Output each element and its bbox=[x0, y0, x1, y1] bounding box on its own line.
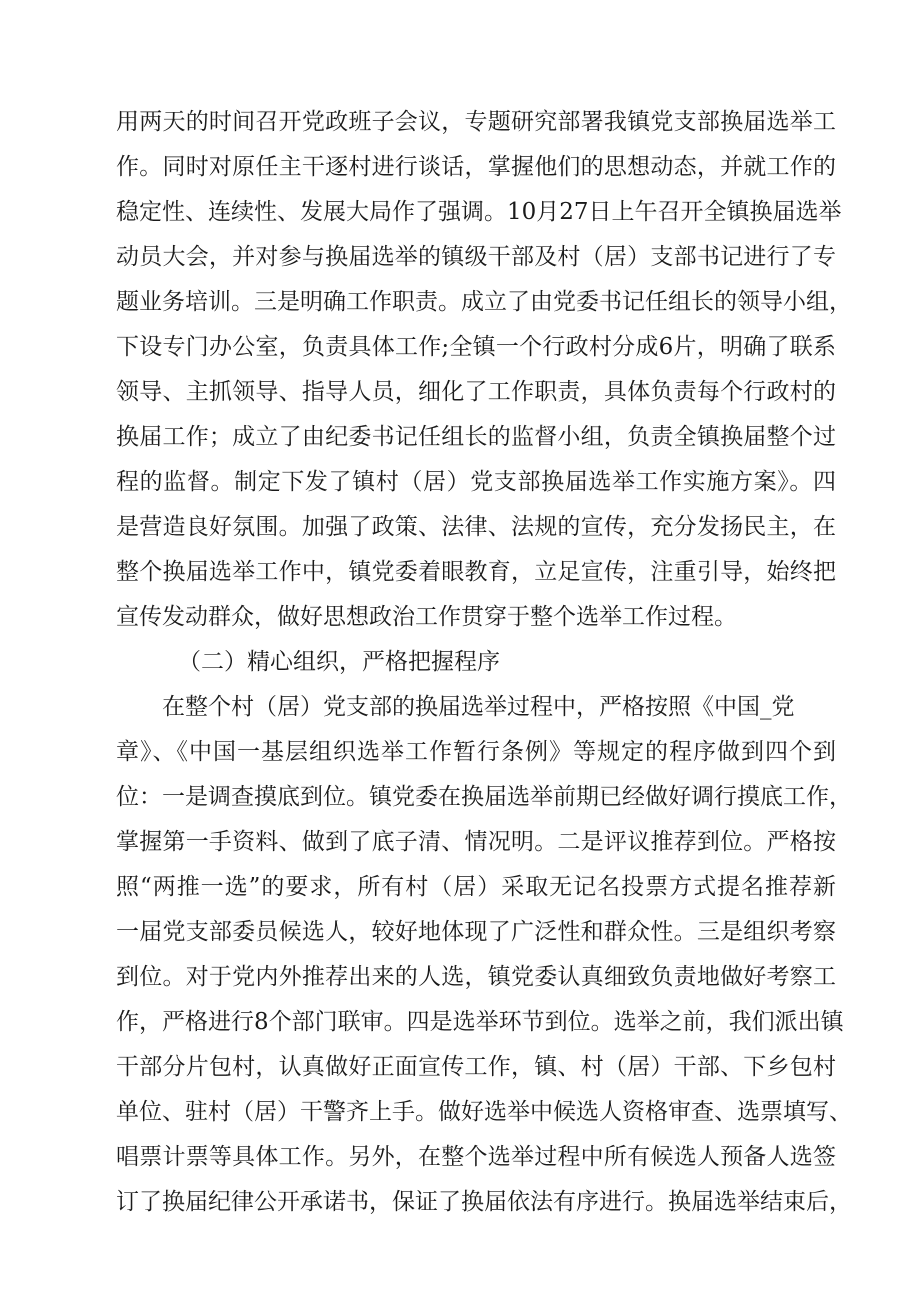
text-line: 用两天的时间召开党政班子会议，专题研究部署我镇党支部换届选举工 bbox=[116, 109, 836, 135]
text-line: 掌握第一手资料、做到了底子清、情况明。二是评议推荐到位。严格按 bbox=[116, 829, 836, 855]
text-line: 到位。对于党内外推荐出来的人选，镇党委认真细致负责地做好考察工 bbox=[116, 964, 836, 990]
section-heading: （二）精心组织，严格把握程序 bbox=[178, 649, 500, 675]
text-line: 稳定性、连续性、发展大局作了强调。10月27日上午召开全镇换届选举 bbox=[116, 199, 842, 225]
text-line: 题业务培训。三是明确工作职责。成立了由党委书记任组长的领导小组， bbox=[116, 289, 852, 315]
text-line: 领导、主抓领导、指导人员，细化了工作职责，具体负责每个行政村的 bbox=[116, 379, 836, 405]
text-line: 换届工作；成立了由纪委书记任组长的监督小组，负责全镇换届整个过 bbox=[116, 424, 836, 450]
paragraph-first-line: 在整个村（居）党支部的换届选举过程中，严格按照《中国_党 bbox=[162, 694, 795, 720]
text-line: 唱票计票等具体工作。另外，在整个选举过程中所有候选人预备人选签 bbox=[116, 1144, 836, 1170]
text-line: 作。同时对原任主干逐村进行谈话，掌握他们的思想动态，并就工作的 bbox=[116, 154, 836, 180]
text-line: 作，严格进行8个部门联审。四是选举环节到位。选举之前，我们派出镇 bbox=[116, 1009, 844, 1035]
text-line: 宣传发动群众，做好思想政治工作贯穿于整个选举工作过程。 bbox=[116, 604, 737, 630]
text-line: 整个换届选举工作中，镇党委着眼教育，立足宣传，注重引导，始终把 bbox=[116, 559, 836, 585]
text-line: 照“两推一选”的要求，所有村（居）采取无记名投票方式提名推荐新 bbox=[116, 874, 836, 900]
text-line: 干部分片包村，认真做好正面宣传工作，镇、村（居）干部、下乡包村 bbox=[116, 1054, 836, 1080]
text-line: 一届党支部委员候选人，较好地体现了广泛性和群众性。三是组织考察 bbox=[116, 919, 836, 945]
text-line: 下设专门办公室，负责具体工作;全镇一个行政村分成6片，明确了联系 bbox=[116, 334, 836, 360]
text-line: 动员大会，并对参与换届选举的镇级干部及村（居）支部书记进行了专 bbox=[116, 244, 836, 270]
text-line: 是营造良好氛围。加强了政策、法律、法规的宣传，充分发扬民主，在 bbox=[116, 514, 836, 540]
text-line: 位：一是调查摸底到位。镇党委在换届选举前期已经做好调行摸底工作， bbox=[116, 784, 852, 810]
text-line: 章》、《中国一基层组织选举工作暂行条例》等规定的程序做到四个到 bbox=[116, 739, 836, 765]
text-line: 程的监督。制定下发了镇村（居）党支部换届选举工作实施方案》。四 bbox=[116, 469, 836, 495]
text-line: 单位、驻村（居）干警齐上手。做好选举中候选人资格审查、选票填写、 bbox=[116, 1099, 852, 1125]
text-line: 订了换届纪律公开承诺书，保证了换届依法有序进行。换届选举结束后， bbox=[116, 1189, 852, 1215]
